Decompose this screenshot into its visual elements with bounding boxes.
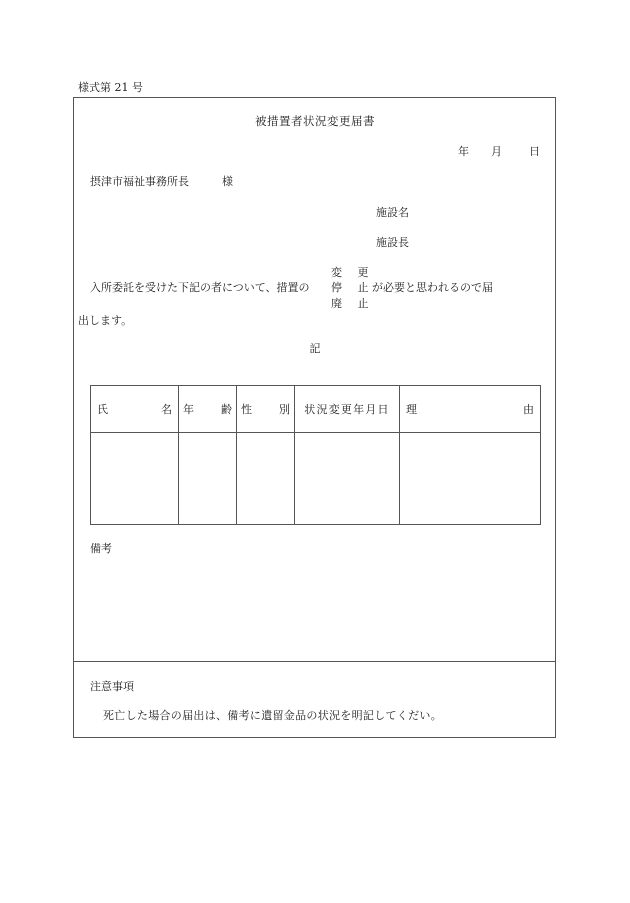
notes-divider [73, 661, 556, 662]
facility-name-label: 施設名 [376, 206, 409, 219]
date-day-label: 日 [529, 145, 540, 158]
ki-heading: 記 [309, 342, 321, 355]
date-month-label: 月 [491, 145, 502, 158]
notes-title: 注意事項 [90, 680, 134, 693]
header-name-part1: 氏 [97, 402, 108, 416]
header-name [91, 386, 179, 433]
cell-change-date [295, 433, 400, 525]
cell-reason [400, 433, 541, 525]
header-age-part2: 齢 [221, 402, 232, 416]
header-name-part2: 名 [161, 402, 172, 416]
header-age-part1: 年 [183, 402, 194, 416]
addressee-name: 摂津市福祉事務所長 [90, 175, 189, 188]
cell-age [179, 433, 237, 525]
notes-text: 死亡した場合の届出は、備考に遺留金品の状況を明記してくだい。 [103, 709, 442, 722]
cell-name [91, 433, 179, 525]
header-reason [400, 386, 541, 433]
table-row [91, 433, 541, 525]
body-text-after: が必要と思われるので届 [372, 281, 493, 294]
header-sex [237, 386, 295, 433]
option-abolish: 廃 止 [331, 297, 375, 310]
body-text-before: 入所委託を受けた下記の者について、措置の [90, 281, 310, 294]
addressee-honorific: 様 [222, 175, 233, 188]
header-reason-part1: 理 [406, 402, 417, 416]
option-change: 変 更 [331, 266, 375, 279]
cell-sex [237, 433, 295, 525]
facility-head-label: 施設長 [376, 236, 409, 249]
form-number: 様式第 21 号 [78, 81, 143, 94]
header-age [179, 386, 237, 433]
header-sex-part2: 別 [279, 402, 290, 416]
option-suspend: 停 止 [331, 281, 375, 294]
header-change-date-text: 状況変更年月日 [304, 402, 390, 416]
person-table [90, 385, 541, 525]
table-header-row [91, 386, 541, 433]
header-sex-part1: 性 [241, 402, 252, 416]
header-change-date [295, 386, 400, 433]
header-reason-part2: 由 [523, 402, 534, 416]
remarks-label: 備考 [90, 542, 112, 555]
date-year-label: 年 [458, 145, 469, 158]
form-title: 被措置者状況変更届書 [255, 114, 375, 128]
body-text-continuation: 出します。 [78, 314, 133, 327]
